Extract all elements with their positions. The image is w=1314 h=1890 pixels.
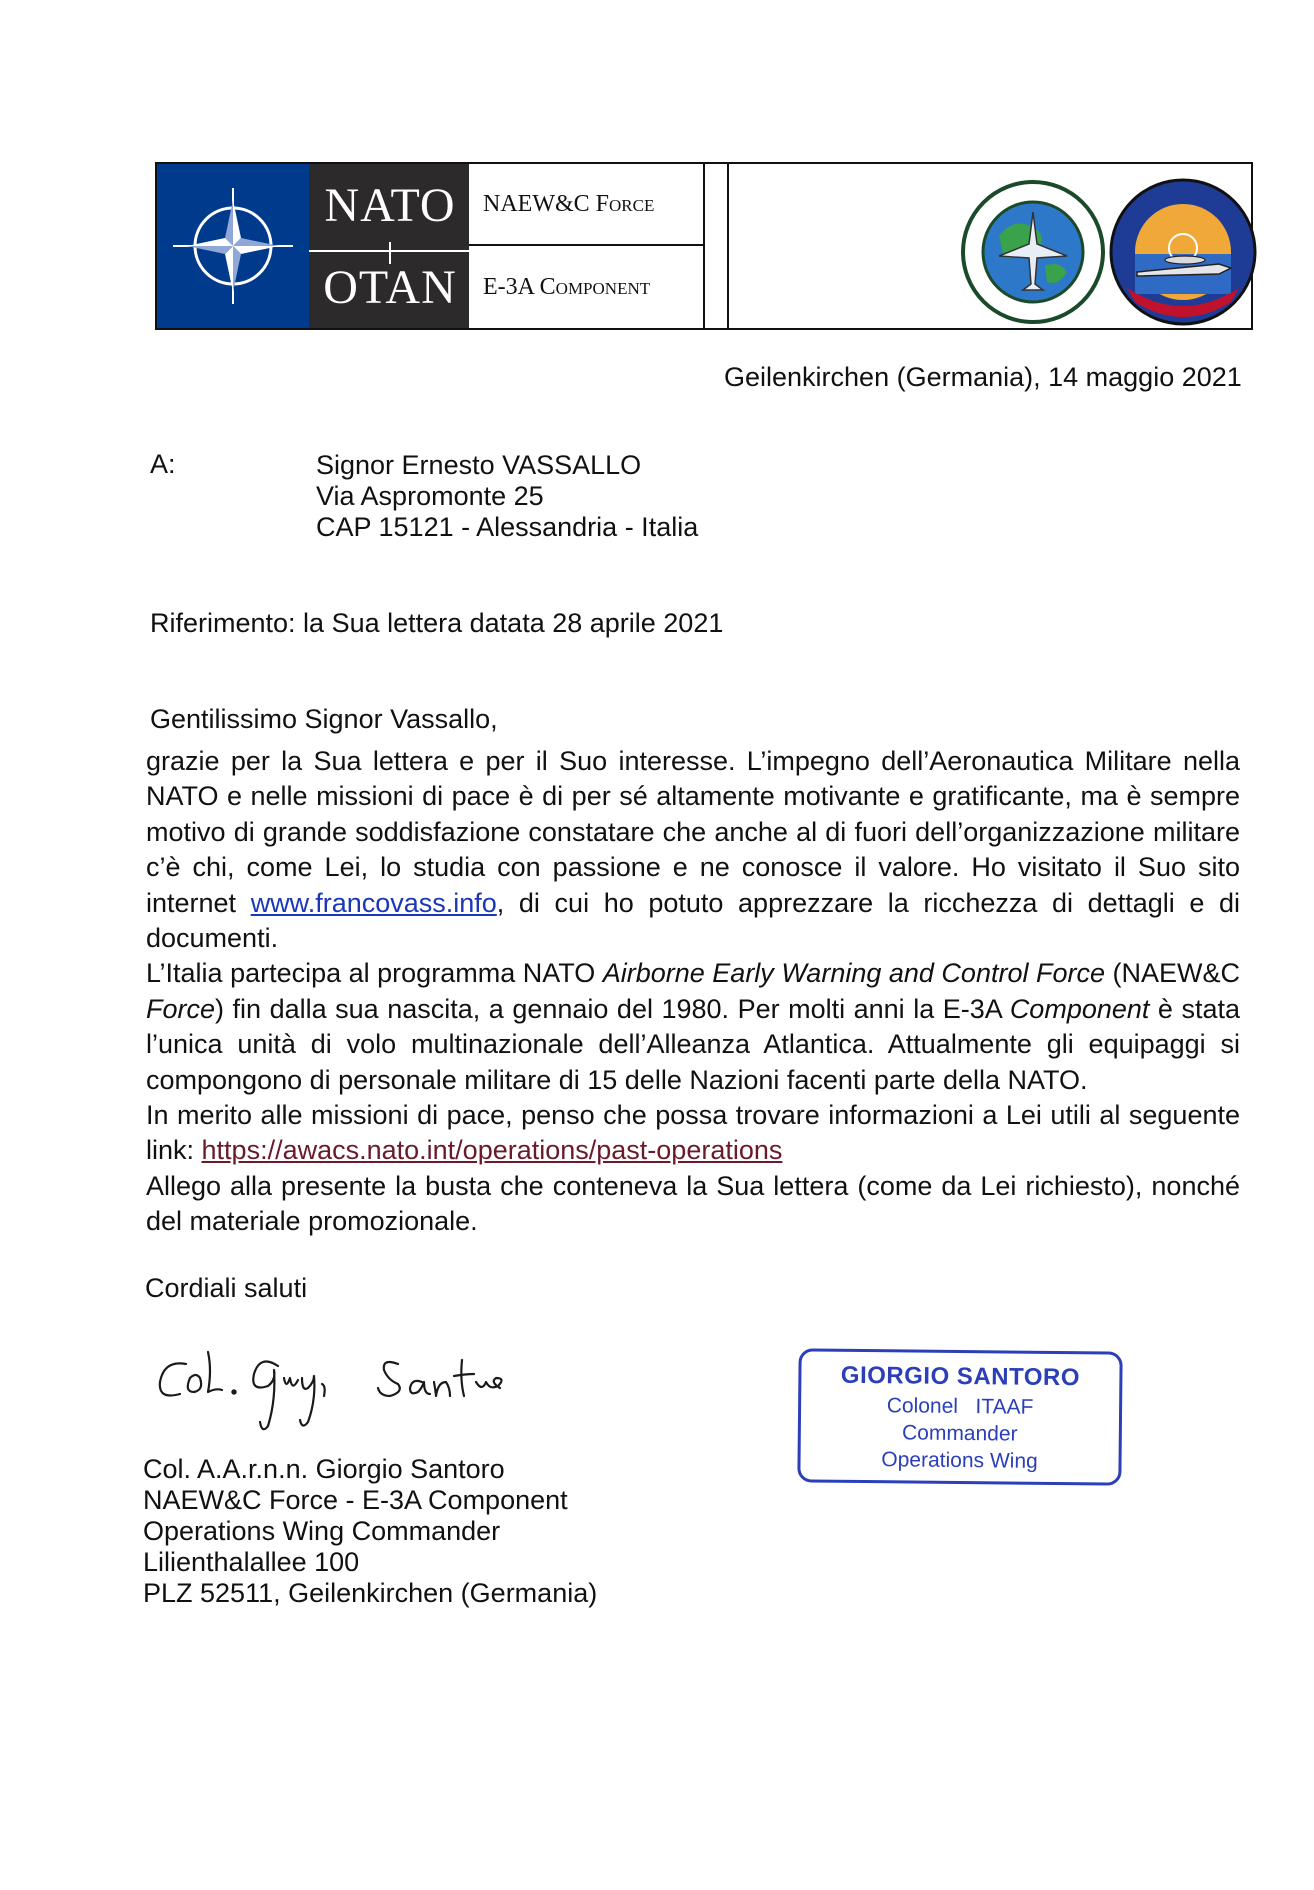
handwritten-signature: [150, 1330, 530, 1440]
stamp-rank: Colonel ITAAF: [886, 1394, 1034, 1419]
sender-block: [143, 1454, 597, 1609]
paragraph-text: In merito alle missioni di pace, penso che possa trovare informazioni a Lei utili al seguente link:: [146, 1100, 1240, 1166]
letter-body: [146, 744, 1240, 1240]
force-label-text: NAEW&C Force: [483, 190, 655, 217]
nato-star-emblem: [157, 164, 309, 328]
paragraph-text: grazie per la Sua lettera e per il Suo interesse. L’impegno dell’Aeronautica Militare nella NATO e nelle missioni di pace è di per sé altamente motivante e gratificante, ma è sempre motivo di grande soddisfazione constatare che anche al di fuori dell’organizzazione militare c’è chi, come Lei, lo studia con passione e ne conosce il valore. Ho visitato il Suo sito internet: [146, 746, 1240, 918]
official-stamp: [797, 1348, 1122, 1485]
paragraph-text: , di cui ho potuto apprezzare la ricchezza di dettagli e di documenti.: [146, 887, 1241, 954]
nato-otan-logo: [157, 164, 469, 328]
stamp-name: GIORGIO SANTORO: [840, 1361, 1081, 1392]
letterhead: [155, 162, 1253, 330]
salutation: Gentilissimo Signor Vassallo,: [150, 704, 498, 734]
paragraph-text: ) fin dalla sua nascita, a gennaio del 1980. Per molti anni la E-3A: [215, 993, 1010, 1024]
recipient-city: CAP 15121 - Alessandria - Italia: [316, 512, 699, 542]
recipient-street: Via Aspromonte 25: [316, 481, 544, 511]
component-label: [469, 246, 705, 328]
sender-city: PLZ 52511, Geilenkirchen (Germania): [143, 1578, 598, 1608]
italic-term: Force: [146, 993, 216, 1024]
recipient-name: Signor Ernesto VASSALLO: [316, 450, 642, 480]
awacs-e3a-emblem-icon: [1107, 176, 1259, 328]
paragraph-3: [146, 1098, 1240, 1169]
sender-street: Lilienthalallee 100: [143, 1547, 360, 1577]
closing: Cordiali saluti: [145, 1273, 308, 1303]
operations-link[interactable]: https://awacs.nato.int/operations/past-operations: [201, 1135, 783, 1166]
paragraph-text: (NAEW&C: [1105, 958, 1241, 989]
stamp-unit: Operations Wing: [881, 1448, 1038, 1473]
sender-unit: NAEW&C Force - E-3A Component: [143, 1485, 568, 1515]
recipient-address: [316, 450, 698, 543]
paragraph-text: L’Italia partecipa al programma NATO: [146, 958, 603, 989]
italic-term: Airborne Early Warning and Control Force: [602, 958, 1105, 989]
stamp-title: Commander: [901, 1421, 1018, 1446]
sender-name: Col. A.A.r.n.n. Giorgio Santoro: [143, 1454, 505, 1484]
reference-line: Riferimento: la Sua lettera datata 28 aprile 2021: [150, 608, 724, 638]
paragraph-text: è stata l’unica unità di volo multinazionale dell’Alleanza Atlantica. Attualmente gli equipaggi si compongono di personale militare di 15 delle Nazioni facenti parte della NATO.: [146, 993, 1241, 1095]
paragraph-1: [146, 744, 1240, 956]
italic-term: Component: [1009, 993, 1150, 1024]
sender-role: Operations Wing Commander: [143, 1516, 501, 1546]
unit-logos: [727, 164, 1253, 328]
nato-wordmark: NATO: [324, 179, 456, 232]
operations-wing-emblem-icon: [959, 178, 1107, 326]
component-label-text: E-3A Component: [483, 273, 651, 300]
to-label: A:: [150, 449, 176, 479]
paragraph-4: Allego alla presente la busta che conteneva la Sua lettera (come da Lei richiesto), nonché del materiale promozionale.: [146, 1170, 1240, 1237]
paragraph-2: [146, 956, 1240, 1098]
compass-star-icon: [171, 186, 295, 306]
letter-date: Geilenkirchen (Germania), 14 maggio 2021: [724, 362, 1242, 392]
otan-wordmark: OTAN: [323, 261, 457, 314]
website-link[interactable]: www.francovass.info: [250, 887, 497, 918]
force-label: [469, 164, 705, 246]
